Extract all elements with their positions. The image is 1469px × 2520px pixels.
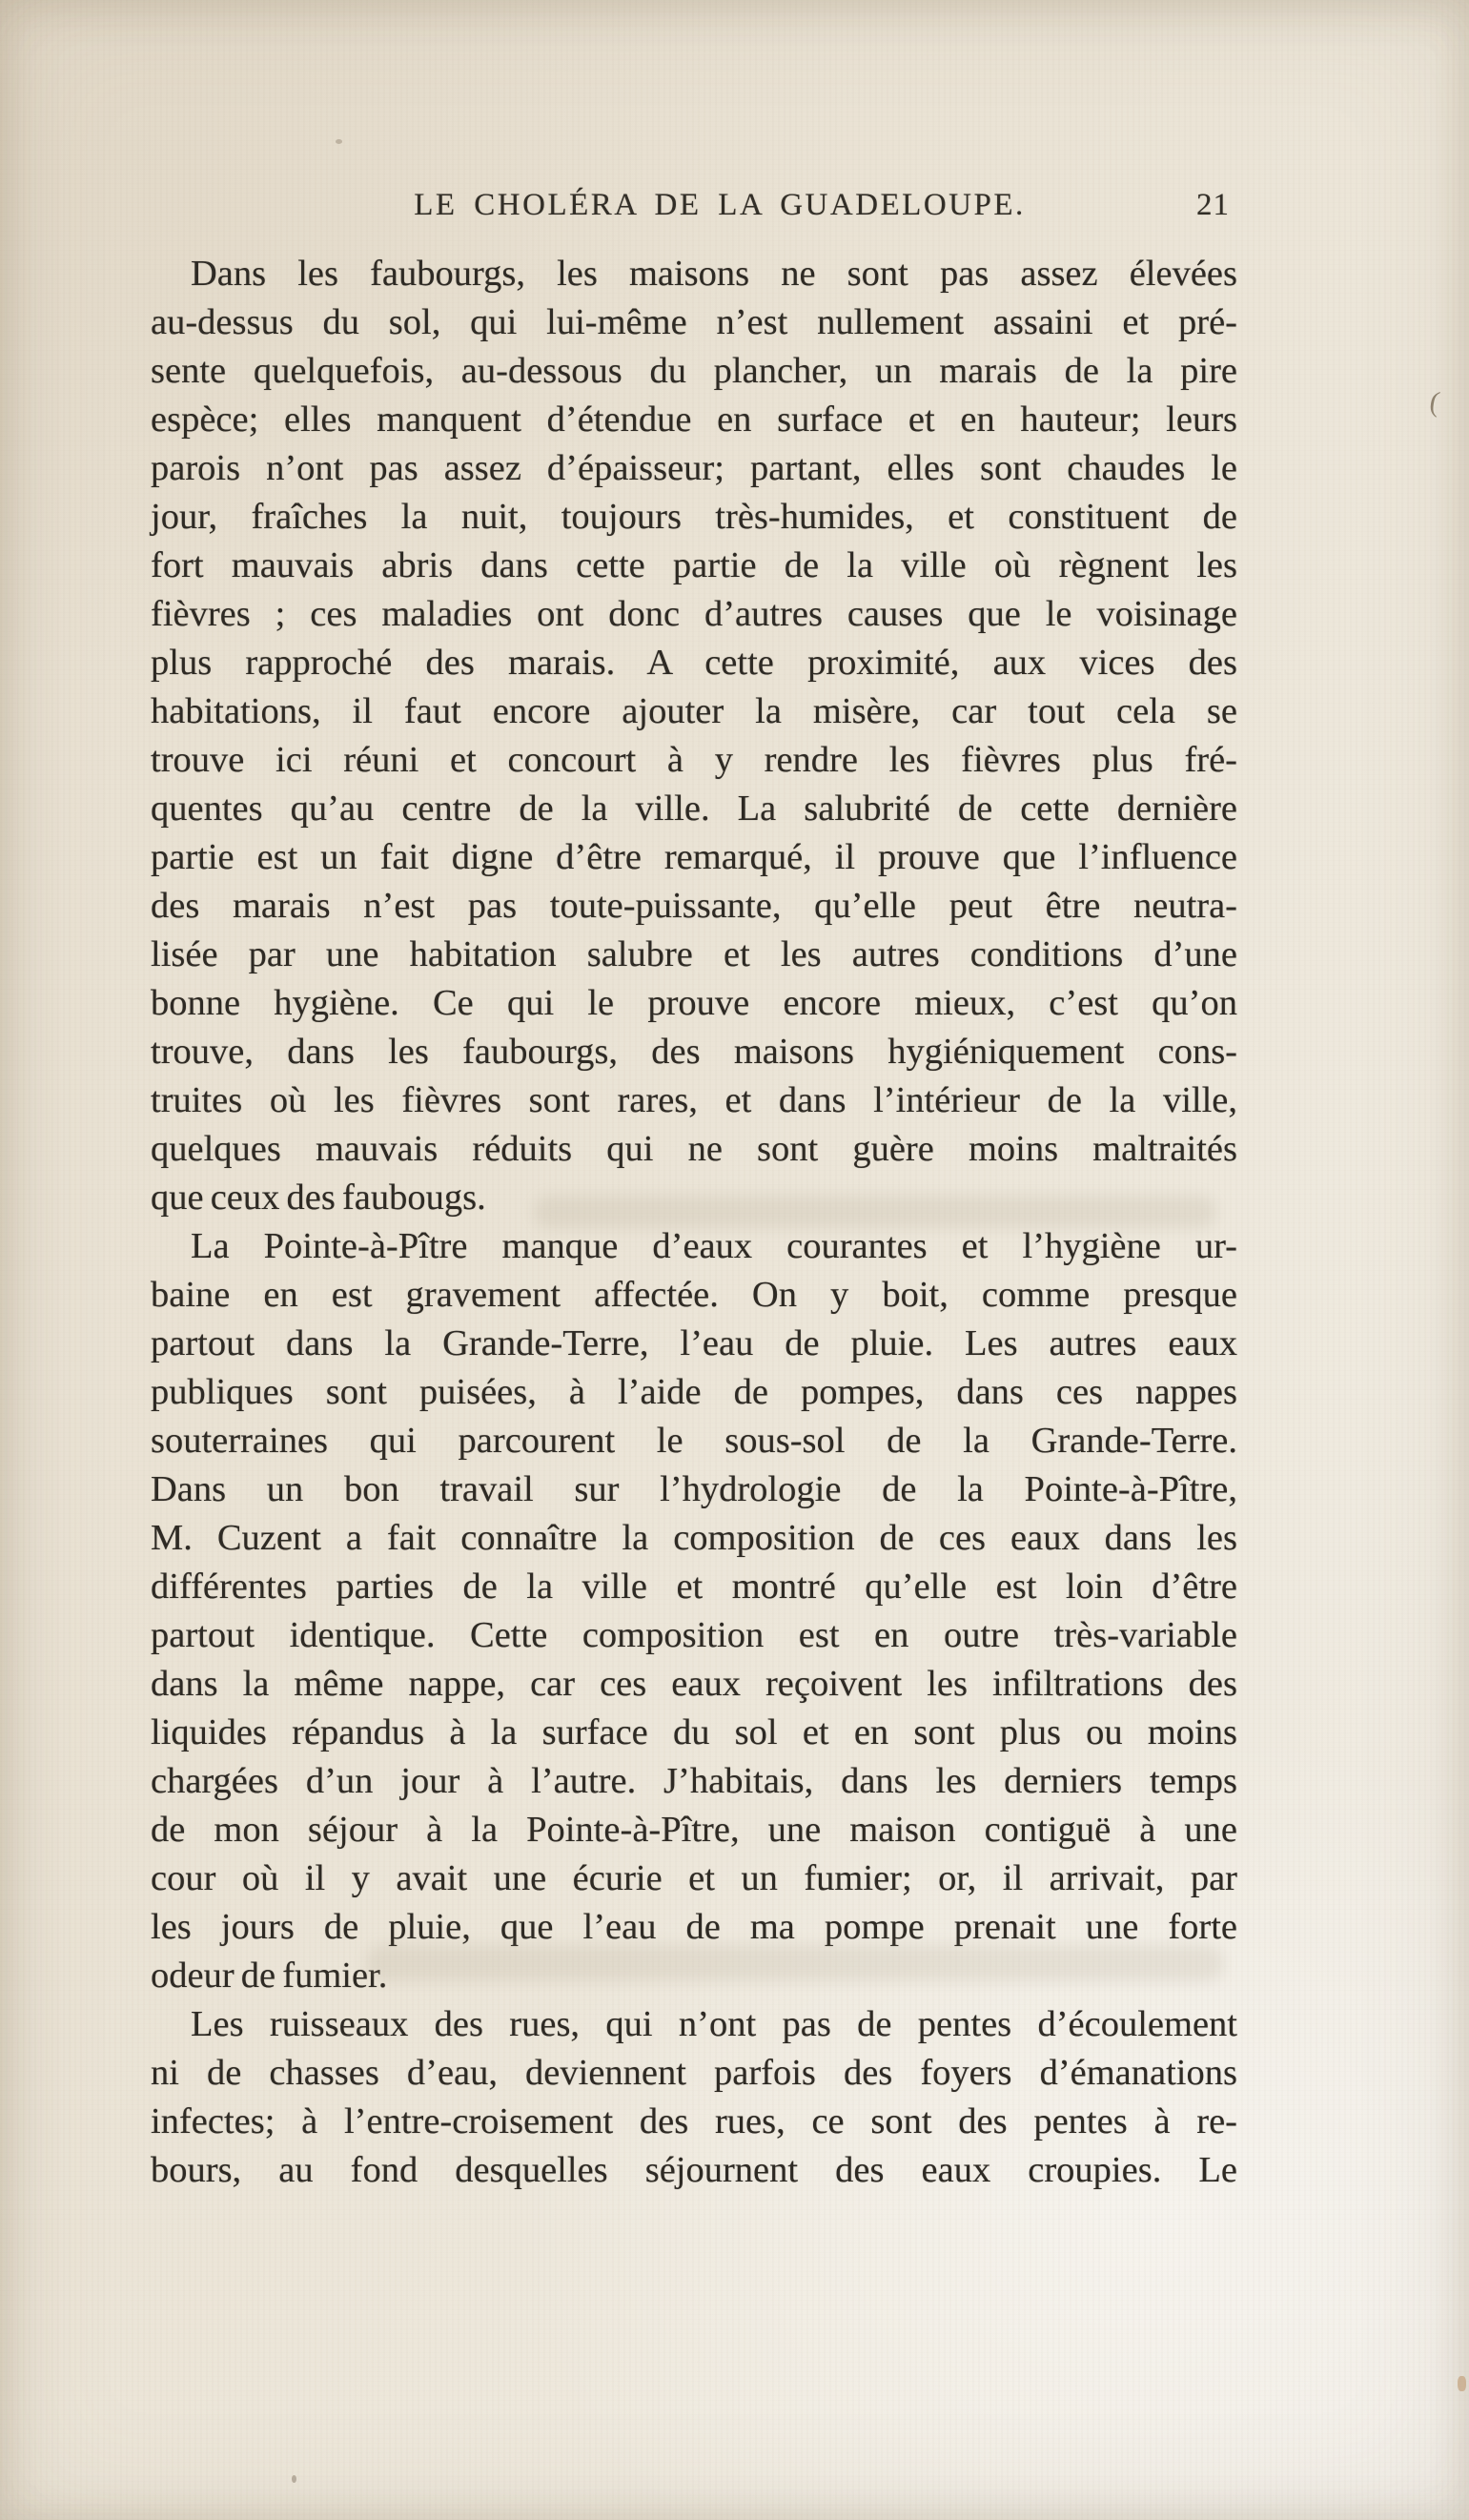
text-line: différentes parties de la ville et montré qu’elle est loin d’être — [151, 1567, 1237, 1607]
text-line: Les ruisseaux des rues, qui n’ont pas de pentes d’écoulement — [191, 2004, 1237, 2044]
text-line: des marais n’est pas toute-puissante, qu’elle peut être neutra- — [151, 886, 1237, 926]
page-header — [151, 188, 1237, 232]
paper-speck — [292, 2475, 296, 2483]
text-line: Dans un bon travail sur l’hydrologie de la Pointe-à-Pître, — [151, 1469, 1237, 1509]
running-title: LE CHOLÉRA DE LA GUADELOUPE. — [414, 188, 1026, 222]
text-line: fièvres ; ces maladies ont donc d’autres causes que le voisinage — [151, 594, 1237, 634]
text-line: dans la même nappe, car ces eaux reçoivent les infiltrations des — [151, 1664, 1237, 1704]
text-line: Dans les faubourgs, les maisons ne sont pas assez élevées — [191, 254, 1237, 294]
text-line: partout identique. Cette composition est en outre très-variable — [151, 1615, 1237, 1655]
text-line: quelques mauvais réduits qui ne sont guère moins maltraités — [151, 1129, 1237, 1169]
text-line: partie est un fait digne d’être remarqué, il prouve que l’influence — [151, 837, 1237, 877]
text-line: habitations, il faut encore ajouter la misère, car tout cela se — [151, 691, 1237, 731]
paper-speck — [1458, 2376, 1466, 2391]
text-line: trouve, dans les faubourgs, des maisons hygiéniquement cons- — [151, 1032, 1237, 1072]
text-line: les jours de pluie, que l’eau de ma pompe prenait une forte — [151, 1907, 1237, 1947]
text-line: publiques sont puisées, à l’aide de pompes, dans ces nappes — [151, 1372, 1237, 1412]
text-line: fort mauvais abris dans cette partie de la ville où règnent les — [151, 545, 1237, 585]
text-line: que ceux des faubougs. — [151, 1178, 486, 1218]
scan-artifact-mark: ( — [1427, 385, 1442, 419]
text-line: partout dans la Grande-Terre, l’eau de pluie. Les autres eaux — [151, 1323, 1237, 1363]
text-line: bonne hygiène. Ce qui le prouve encore mieux, c’est qu’on — [151, 983, 1237, 1023]
text-line: parois n’ont pas assez d’épaisseur; partant, elles sont chaudes le — [151, 448, 1237, 488]
text-line: trouve ici réuni et concourt à y rendre les fièvres plus fré- — [151, 740, 1237, 780]
text-line: quentes qu’au centre de la ville. La salubrité de cette dernière — [151, 789, 1237, 829]
text-line: baine en est gravement affectée. On y boit, comme presque — [151, 1275, 1237, 1315]
text-line: La Pointe-à-Pître manque d’eaux courantes et l’hygiène ur- — [191, 1226, 1237, 1266]
text-line: lisée par une habitation salubre et les autres conditions d’une — [151, 934, 1237, 974]
text-line: plus rapproché des marais. A cette proximité, aux vices des — [151, 643, 1237, 683]
text-line: au-dessus du sol, qui lui-même n’est nullement assaini et pré- — [151, 302, 1237, 342]
text-line: odeur de fumier. — [151, 1956, 388, 1996]
text-line: bours, au fond desquelles séjournent des eaux croupies. Le — [151, 2150, 1237, 2190]
text-line: ni de chasses d’eau, deviennent parfois des foyers d’émanations — [151, 2053, 1237, 2093]
text-line: jour, fraîches la nuit, toujours très-humides, et constituent de — [151, 497, 1237, 537]
text-line: cour où il y avait une écurie et un fumier; or, il arrivait, par — [151, 1858, 1237, 1898]
text-line: chargées d’un jour à l’autre. J’habitais, dans les derniers temps — [151, 1761, 1237, 1801]
text-line: liquides répandus à la surface du sol et en sont plus ou moins — [151, 1712, 1237, 1752]
text-line: de mon séjour à la Pointe-à-Pître, une maison contiguë à une — [151, 1810, 1237, 1850]
text-line: truites où les fièvres sont rares, et dans l’intérieur de la ville, — [151, 1080, 1237, 1120]
body-text — [151, 250, 1237, 2195]
text-line: souterraines qui parcourent le sous-sol de la Grande-Terre. — [151, 1421, 1237, 1461]
text-line: M. Cuzent a fait connaître la composition de ces eaux dans les — [151, 1518, 1237, 1558]
text-line: infectes; à l’entre-croisement des rues, ce sont des pentes à re- — [151, 2101, 1237, 2141]
page-number: 21 — [1196, 188, 1230, 222]
text-line: espèce; elles manquent d’étendue en surface et en hauteur; leurs — [151, 400, 1237, 440]
paper-speck — [336, 139, 342, 144]
text-line: sente quelquefois, au-dessous du plancher, un marais de la pire — [151, 351, 1237, 391]
